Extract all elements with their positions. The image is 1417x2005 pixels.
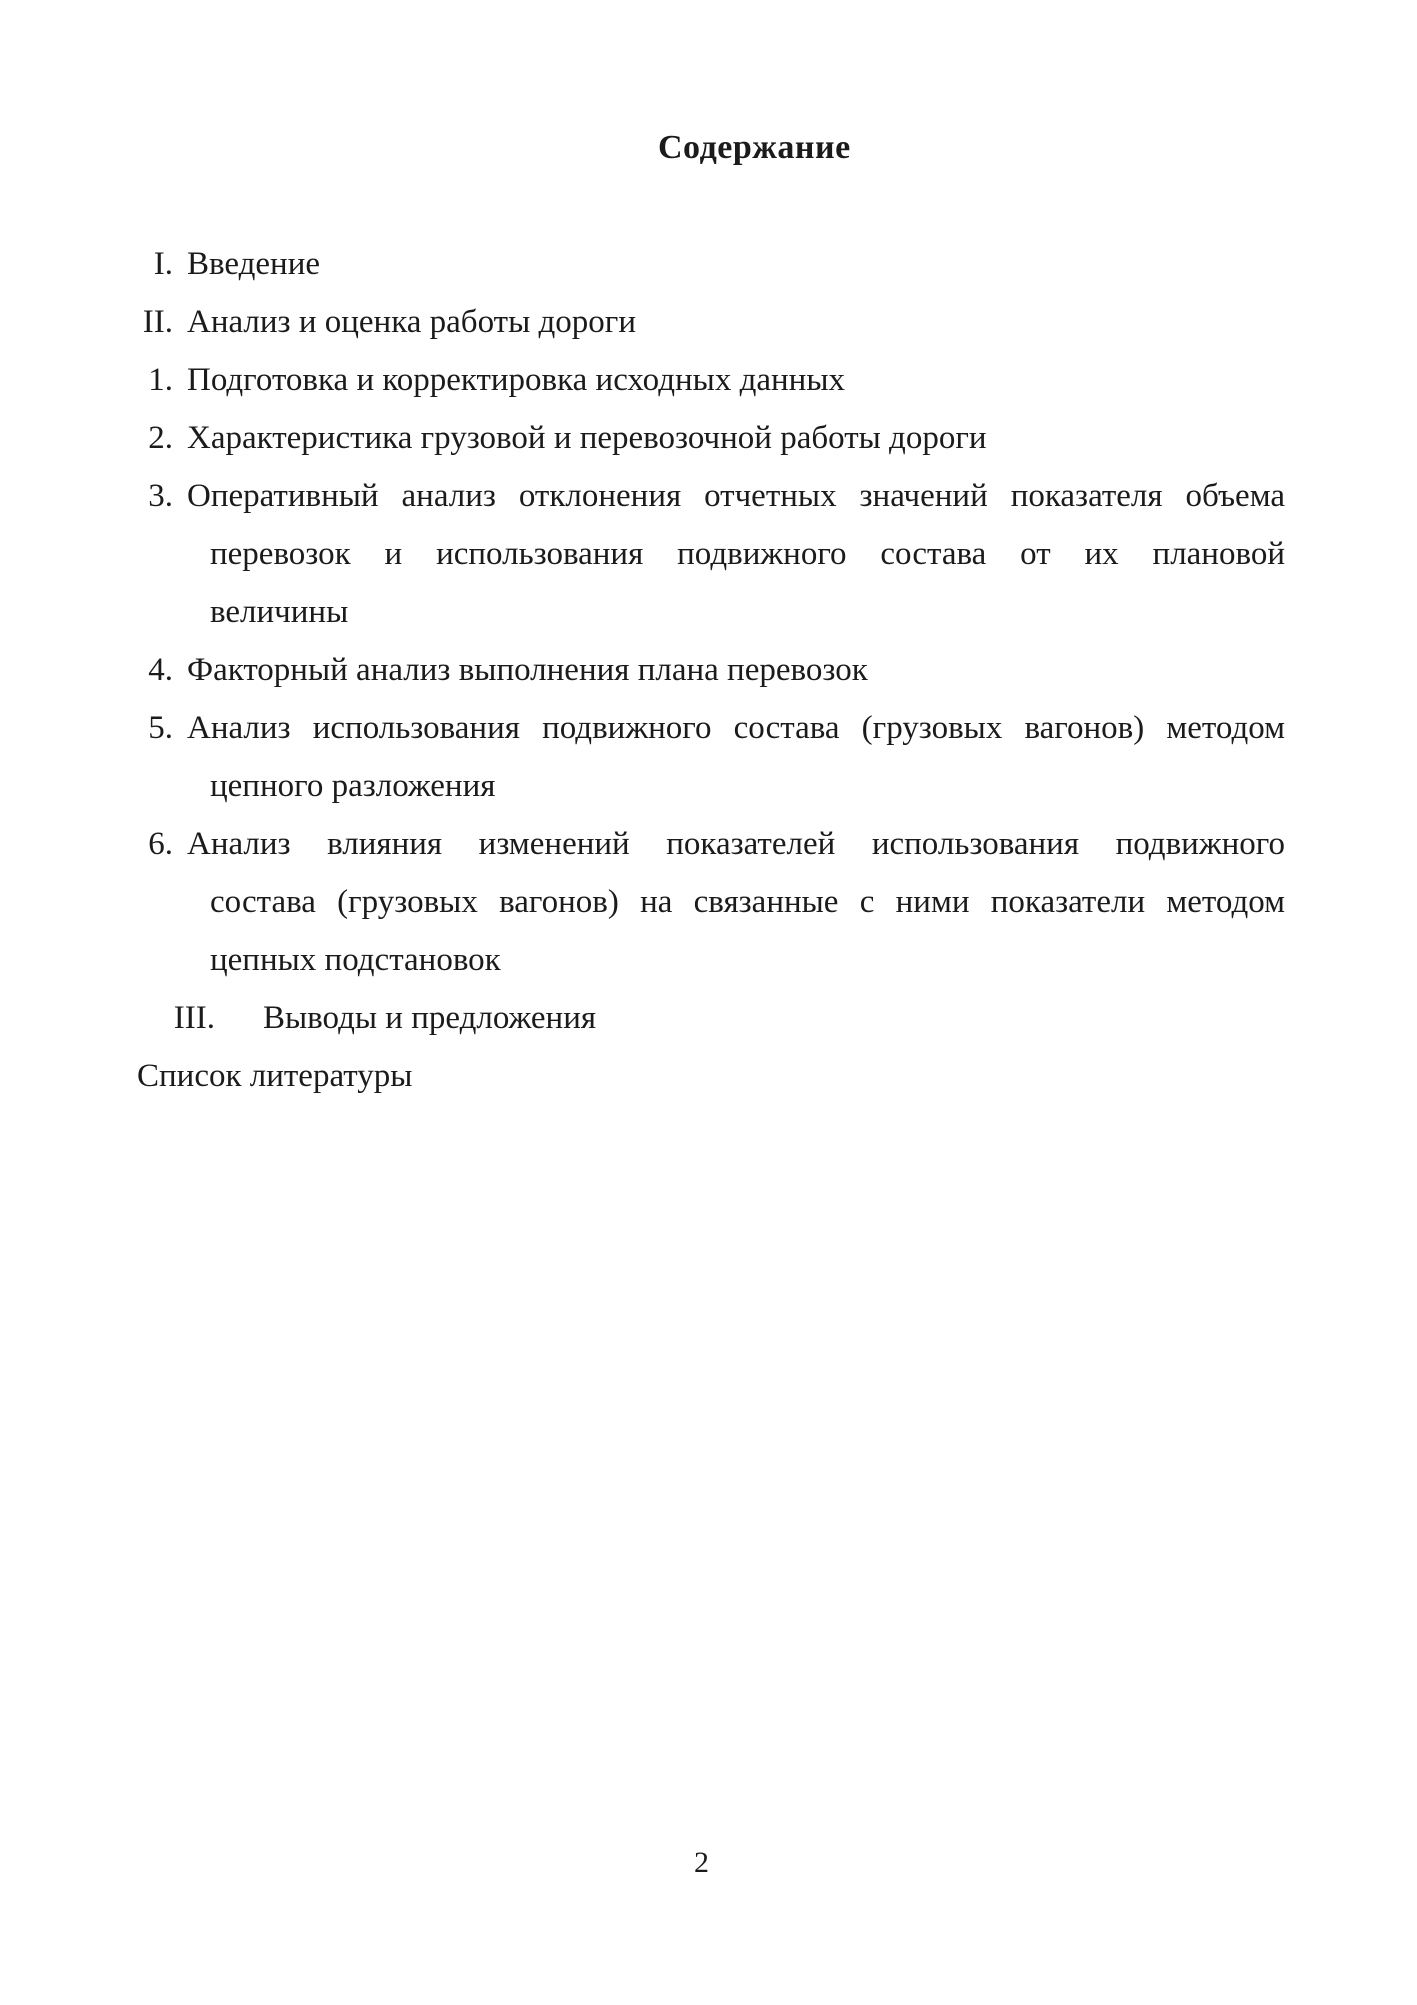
- toc-item-bibliography: [137, 1047, 1285, 1105]
- toc-line: цепных подстановок: [210, 942, 501, 978]
- toc-line: Список литературы: [137, 1058, 413, 1094]
- toc-item-marker: 3.: [148, 478, 173, 514]
- toc-line: Выводы и предложения: [263, 1000, 597, 1036]
- toc-item-6: [137, 815, 1285, 989]
- toc-item-introduction: [137, 235, 1285, 293]
- toc-line: величины: [210, 594, 349, 630]
- toc-line: состава (грузовых вагонов) на связанные с ними показатели методом: [210, 884, 1285, 920]
- toc-item-4: [137, 641, 1285, 699]
- toc-item-conclusions: [137, 989, 1285, 1047]
- toc-item-analysis-section: [137, 293, 1285, 351]
- toc-item-3: [137, 467, 1285, 641]
- toc-item-marker: II.: [142, 304, 173, 340]
- toc-item-marker: 1.: [148, 362, 173, 398]
- toc-item-5: [137, 699, 1285, 815]
- page-title: Содержание: [658, 129, 851, 166]
- toc-line: Оперативный анализ отклонения отчетных значений показателя объема: [187, 478, 1285, 514]
- toc-line: Введение: [187, 246, 321, 282]
- toc-item-marker: I.: [153, 246, 173, 282]
- toc-line: перевозок и использования подвижного состава от их плановой: [210, 536, 1285, 572]
- toc-item-marker: 5.: [148, 710, 173, 746]
- toc-line: Анализ использования подвижного состава (грузовых вагонов) методом: [187, 710, 1285, 746]
- toc-line: Анализ влияния изменений показателей использования подвижного: [187, 826, 1285, 862]
- toc-item-2: [137, 409, 1285, 467]
- toc-line: цепного разложения: [210, 768, 496, 804]
- toc-item-1: [137, 351, 1285, 409]
- toc-line: Характеристика грузовой и перевозочной работы дороги: [187, 420, 987, 456]
- toc-item-marker: 6.: [148, 826, 173, 862]
- toc-item-marker: III.: [173, 1000, 215, 1036]
- toc-item-marker: 4.: [148, 652, 173, 688]
- toc-line: Факторный анализ выполнения плана перевозок: [187, 652, 868, 688]
- table-of-contents: [137, 235, 1285, 1105]
- toc-item-marker: 2.: [148, 420, 173, 456]
- toc-line: Анализ и оценка работы дороги: [187, 304, 636, 340]
- toc-line: Подготовка и корректировка исходных данных: [187, 362, 846, 398]
- page-number: 2: [694, 1846, 709, 1879]
